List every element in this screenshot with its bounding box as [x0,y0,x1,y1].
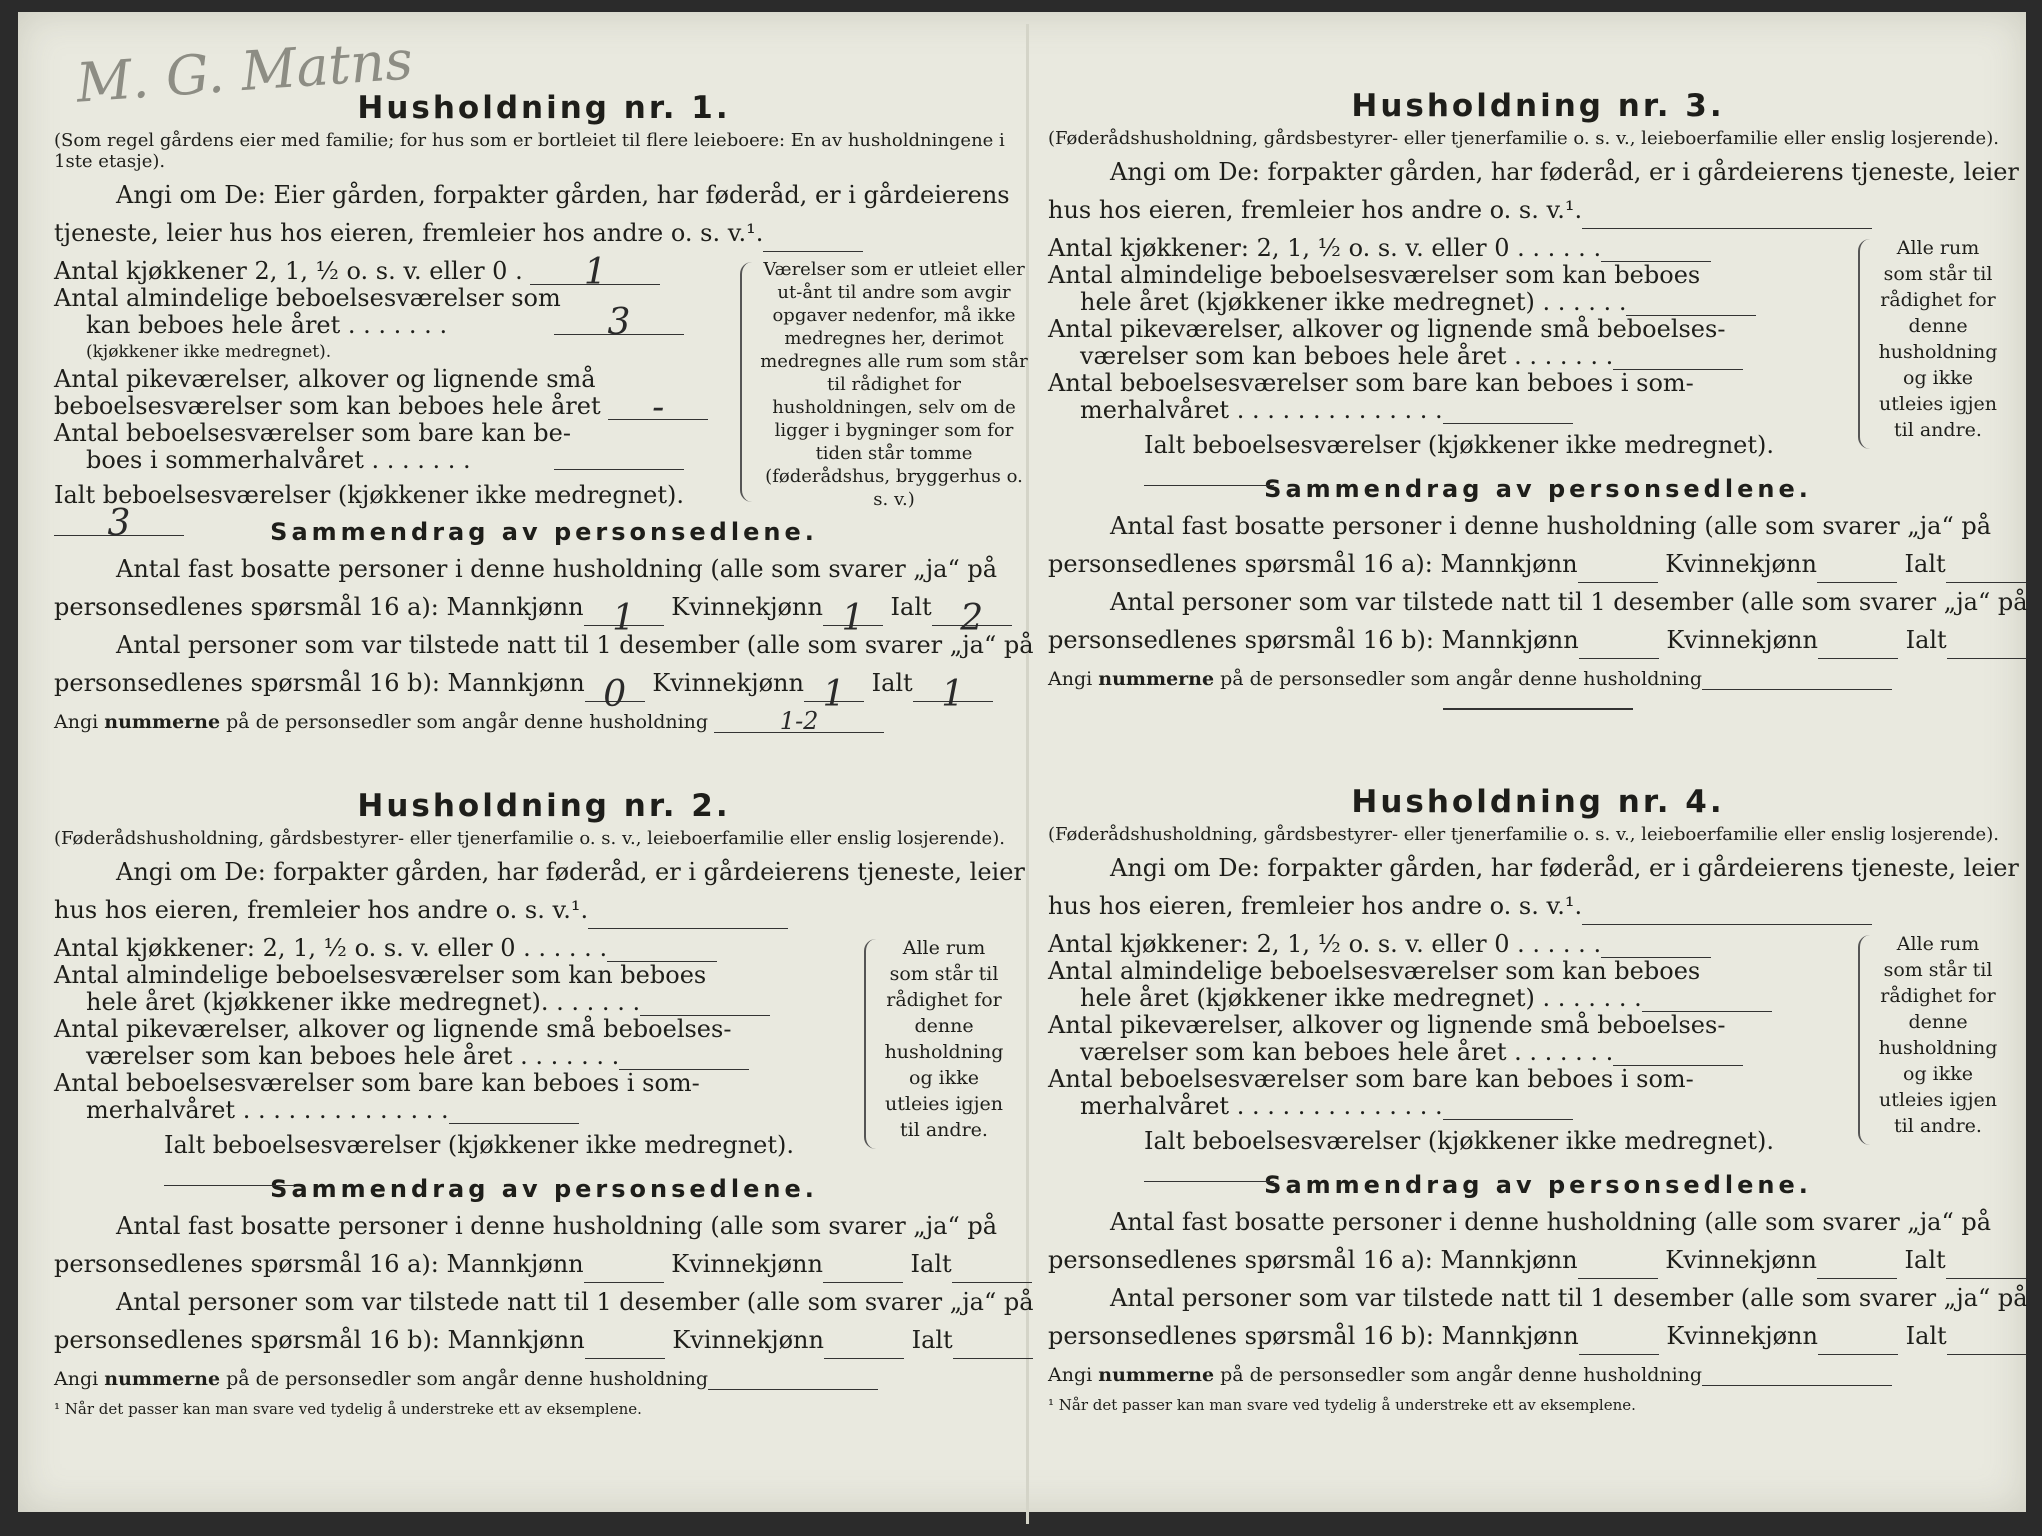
household-2 [54,788,1034,1418]
summer-rooms-label-2: boes i sommerhalvåret . . . . . . . [86,446,471,474]
rooms-year-field[interactable] [1642,989,1772,1012]
q16a-text: Antal fast bosatte personer i denne husholdning (alle som svarer „ja“ på [116,555,998,583]
summer-rooms-label-1: Antal beboelsesværelser som bare kan beboes i som- [1048,1065,1694,1093]
household-3-rooms [1048,235,2028,465]
small-rooms-field[interactable] [608,387,708,428]
small-rooms-label-2: værelser som kan beboes hele året . . . . . . . [86,1042,620,1070]
brace-icon [1858,935,1876,1145]
q16a-total-field[interactable] [1946,1256,2026,1279]
household-1-note: (Som regel gårdens eier med familie; for hus som er bortleiet til flere leieboere: En av husholdningene i 1ste etasje). [54,130,1005,172]
intro-answer-line[interactable] [1582,902,1872,925]
q16b [1048,583,2028,659]
total-rooms-field[interactable] [164,1163,294,1186]
brace-icon [740,262,758,502]
summer-rooms-row [54,420,744,474]
kitchens-label: Antal kjøkkener: 2, 1, ½ o. s. v. eller 0 . . . . . . [1048,234,1602,262]
rooms-year-label-2: hele året (kjøkkener ikke medregnet) . . . . . . [1080,288,1627,316]
household-3-intro-text: Angi om De: forpakter gården, har føderåd, er i gårdeierens tjeneste, leier hus hos eieren, fremleier hos andre o. s. v.¹. [1048,158,2019,224]
q16a-female-field[interactable] [1817,560,1897,583]
summary-title: Sammendrag av personsedlene. [270,1175,818,1203]
rooms-year-field[interactable] [1626,293,1756,316]
q16a-male-field[interactable] [1578,1256,1658,1279]
rooms-year-label-2: hele året (kjøkkener ikke medregnet) . . . . . . . [1080,984,1642,1012]
q16b-text: Antal personer som var tilstede natt til 1 desember (alle som svarer „ja“ på [116,1288,1034,1316]
footnote: ¹ Når det passer kan man svare ved tydelig å understreke ett av eksemplene. [54,1400,642,1418]
kitchens-row [1048,931,1868,958]
rooms-year-field[interactable] [554,302,684,343]
household-4-rooms [1048,931,2028,1161]
household-2-title: Husholdning nr. 2. [357,788,731,824]
summer-rooms-field[interactable] [449,1101,579,1124]
kitchens-field[interactable] [1601,935,1711,958]
intro-answer-line[interactable] [763,229,863,252]
section-divider [1443,708,1633,710]
household-1-intro [54,176,1034,252]
kitchens-field[interactable] [1601,239,1711,262]
summer-rooms-label-2: merhalvåret . . . . . . . . . . . . . . [1080,1092,1443,1120]
household-3-title: Husholdning nr. 3. [1351,88,1725,124]
numbers-row [54,707,1034,735]
q16a [54,550,1034,639]
total-rooms-field[interactable] [1144,1159,1274,1182]
numbers-post: på de personsedler som angår denne husholdning [226,711,709,733]
summer-rooms-field[interactable] [1443,401,1573,424]
summary-title: Sammendrag av personsedlene. [270,518,818,546]
summer-rooms-label-2: merhalvåret . . . . . . . . . . . . . . [1080,396,1443,424]
total-rooms-row [54,1132,874,1186]
numbers-pre: Angi [54,711,99,733]
household-4-intro [1048,849,2028,925]
q16a-total-label: Ialt [890,593,932,621]
q16b-male-field[interactable] [585,1336,665,1359]
q16a-male-label: personsedlenes spørsmål 16 a): Mannkjønn [1048,1246,1578,1274]
q16a-text: Antal fast bosatte personer i denne husholdning (alle som svarer „ja“ på [1110,512,1992,540]
rooms-year-label-1: Antal almindelige beboelsesværelser som kan beboes [54,961,707,989]
q16a-total-label: Ialt [1904,1246,1946,1274]
intro-answer-line[interactable] [1582,206,1872,229]
rooms-list [54,935,874,1186]
numbers-pre: Angi [54,1368,99,1390]
small-rooms-field[interactable] [1613,347,1743,370]
numbers-field[interactable] [1702,1363,1892,1386]
q16a-female-field[interactable] [1817,1256,1897,1279]
q16b-male-label: personsedlenes spørsmål 16 b): Mannkjønn [54,669,585,697]
numbers-row [1048,1363,2028,1386]
small-rooms-row [54,365,744,428]
small-rooms-label-1: Antal pikeværelser, alkover og lignende små beboelses- [54,1015,732,1043]
footnote: ¹ Når det passer kan man svare ved tydelig å understreke ett av eksemplene. [1048,1396,1636,1414]
small-rooms-label-2: beboelsesværelser som kan beboes hele året [54,392,601,420]
rooms-year-note: (kjøkkener ikke medregnet). [86,342,332,362]
q16b-female-label: Kvinnekjønn [652,669,804,697]
rooms-side-note: Alle rum som står til rådighet for denne husholdning og ikke utleies igjen til andre. [1878,933,1998,1137]
q16b-total-value: 1 [941,674,965,715]
q16b-female-label: Kvinnekjønn [672,1326,824,1354]
q16a-total-label: Ialt [910,1250,952,1278]
summer-rooms-row [1048,397,1868,424]
household-4 [1048,784,2028,1414]
q16a-female-label: Kvinnekjønn [671,1250,823,1278]
q16b-total-label: Ialt [1905,626,1947,654]
kitchens-value: 1 [583,252,607,293]
q16a-total-field[interactable] [952,1260,1032,1283]
numbers-post: på de personsedler som angår denne husholdning [1220,1364,1703,1386]
rooms-year-label-2: hele året (kjøkkener ikke medregnet). . . . . . . [86,988,641,1016]
q16b [54,1283,1034,1359]
household-4-intro-text: Angi om De: forpakter gården, har føderåd, er i gårdeierens tjeneste, leier hus hos eieren, fremleier hos andre o. s. v.¹. [1048,854,2019,920]
summer-rooms-label-1: Antal beboelsesværelser som bare kan beboes i som- [54,1069,700,1097]
summer-rooms-row [54,1097,874,1124]
q16b-total-field[interactable] [1947,636,2027,659]
rooms-year-value: 3 [607,302,631,343]
q16a [1048,1203,2028,1279]
q16a-female-label: Kvinnekjønn [671,593,823,621]
rooms-year-field[interactable] [640,993,770,1016]
total-rooms-label: Ialt beboelsesværelser (kjøkkener ikke medregnet). [54,481,685,509]
q16a-female-value: 1 [841,598,865,639]
small-rooms-label-1: Antal pikeværelser, alkover og lignende små beboelses- [1048,315,1726,343]
q16b-total-label: Ialt [871,669,913,697]
kitchens-field[interactable] [607,939,717,962]
q16a-female-field[interactable] [823,1260,903,1283]
summer-rooms-row [1048,1093,1868,1120]
household-2-intro [54,853,1034,929]
q16b-male-label: personsedlenes spørsmål 16 b): Mannkjønn [1048,1322,1579,1350]
q16b-text: Antal personer som var tilstede natt til 1 desember (alle som svarer „ja“ på [1110,588,2028,616]
q16b-total-label: Ialt [1905,1322,1947,1350]
q16b-text: Antal personer som var tilstede natt til 1 desember (alle som svarer „ja“ på [116,631,1034,659]
q16b-total-label: Ialt [911,1326,953,1354]
small-rooms-field[interactable] [1613,1043,1743,1066]
small-rooms-row [1048,343,1868,370]
kitchens-label: Antal kjøkkener: 2, 1, ½ o. s. v. eller 0 . . . . . . [54,934,608,962]
summer-rooms-label-1: Antal beboelsesværelser som bare kan beboes i som- [1048,369,1694,397]
household-2-intro-text: Angi om De: forpakter gården, har føderåd, er i gårdeierens tjeneste, leier hus hos eieren, fremleier hos andre o. s. v.¹. [54,858,1025,924]
q16b [1048,1279,2028,1355]
numbers-post: på de personsedler som angår denne husholdning [226,1368,709,1390]
q16a-male-value: 1 [612,598,636,639]
q16b-female-field[interactable] [1818,636,1898,659]
summer-rooms-label-2: merhalvåret . . . . . . . . . . . . . . [86,1096,449,1124]
rooms-year-label-1: Antal almindelige beboelsesværelser som [54,284,561,312]
intro-answer-line[interactable] [588,906,788,929]
q16a-female-label: Kvinnekjønn [1665,550,1817,578]
numbers-pre: Angi [1048,668,1093,690]
numbers-bold: nummerne [104,1368,221,1390]
summary-title: Sammendrag av personsedlene. [1264,1171,1812,1199]
total-rooms-field[interactable] [54,503,184,544]
rooms-list [1048,235,1868,486]
small-rooms-value: - [652,387,665,428]
small-rooms-label-2: værelser som kan beboes hele året . . . . . . . [1080,342,1614,370]
q16b-male-value: 0 [603,674,627,715]
kitchens-row [54,252,744,293]
handwritten-signature: M. G. Matns [74,28,415,115]
numbers-value: 1-2 [779,707,819,735]
rooms-side-note: Værelser som er utleiet eller ut-ånt til andre som avgir opgaver nedenfor, må ikke medregnes her, derimot medregnes alle rum som står til rådighet for husholdningen, selv om de ligger i bygninger som for tiden står tomme (føderådshus, bryggerhus o. s. v.) [760,259,1028,510]
q16b-male-field[interactable] [1579,636,1659,659]
q16a-male-field[interactable] [1578,560,1658,583]
summer-rooms-label-1: Antal beboelsesværelser som bare kan be- [54,419,571,447]
rooms-year-label-2: kan beboes hele året . . . . . . . [86,311,448,339]
q16b-text: Antal personer som var tilstede natt til 1 desember (alle som svarer „ja“ på [1110,1284,2028,1312]
household-3-note: (Føderådshusholdning, gårdsbestyrer- eller tjenerfamilie o. s. v., leieboerfamilie eller enslig losjerende). [1048,128,1999,149]
rooms-year-label-1: Antal almindelige beboelsesværelser som kan beboes [1048,957,1701,985]
numbers-field[interactable] [1702,667,1892,690]
q16b-male-label: personsedlenes spørsmål 16 b): Mannkjønn [1048,626,1579,654]
small-rooms-label-2: værelser som kan beboes hele året . . . . . . . [1080,1038,1614,1066]
numbers-bold: nummerne [1098,668,1215,690]
small-rooms-label-1: Antal pikeværelser, alkover og lignende små beboelses- [1048,1011,1726,1039]
rooms-list [1048,931,1868,1182]
small-rooms-field[interactable] [619,1047,749,1070]
rooms-side-note: Alle rum som står til rådighet for denne husholdning og ikke utleies igjen til andre. [1878,237,1998,441]
household-1-title: Husholdning nr. 1. [357,90,731,126]
kitchens-row [54,935,874,962]
q16b-male-field[interactable] [585,674,645,715]
numbers-field[interactable] [714,707,884,735]
q16b-female-field[interactable] [1818,1332,1898,1355]
q16b-male-label: personsedlenes spørsmål 16 b): Mannkjønn [54,1326,585,1354]
q16b-female-label: Kvinnekjønn [1666,626,1818,654]
q16b-total-field[interactable] [1947,1332,2027,1355]
q16a-total-field[interactable] [1946,560,2026,583]
q16a-male-label: personsedlenes spørsmål 16 a): Mannkjønn [1048,550,1578,578]
census-form-sheet [18,12,2026,1512]
q16b-female-label: Kvinnekjønn [1666,1322,1818,1350]
total-rooms-row [1048,1128,1868,1182]
household-1-intro-text: Angi om De: Eier gården, forpakter gården, har føderåd, er i gårdeierens tjeneste, leier hus hos eieren, fremleier hos andre o. s. v.¹. [54,181,1010,247]
household-2-note: (Føderådshusholdning, gårdsbestyrer- eller tjenerfamilie o. s. v., leieboerfamilie eller enslig losjerende). [54,828,1005,849]
brace-icon [1858,239,1876,449]
numbers-pre: Angi [1048,1364,1093,1386]
rooms-year-row [54,989,874,1016]
brace-icon [864,939,882,1149]
numbers-bold: nummerne [104,711,221,733]
household-1 [54,90,1034,733]
numbers-row [1048,667,2028,690]
q16b-female-field[interactable] [804,674,864,715]
kitchens-label: Antal kjøkkener: 2, 1, ½ o. s. v. eller 0 . . . . . . [1048,930,1602,958]
kitchens-label: Antal kjøkkener 2, 1, ½ o. s. v. eller 0 . [54,257,523,285]
q16a-female-label: Kvinnekjønn [1665,1246,1817,1274]
q16b-female-value: 1 [822,674,846,715]
total-rooms-row [1048,432,1868,486]
numbers-post: på de personsedler som angår denne husholdning [1220,668,1703,690]
q16a-total-value: 2 [960,598,984,639]
rooms-side-note: Alle rum som står til rådighet for denne husholdning og ikke utleies igjen til andre. [884,937,1004,1141]
q16a-male-field[interactable] [584,1260,664,1283]
total-rooms-row [54,481,744,544]
household-4-note: (Føderådshusholdning, gårdsbestyrer- eller tjenerfamilie o. s. v., leieboerfamilie eller enslig losjerende). [1048,824,1999,845]
small-rooms-row [54,1043,874,1070]
rooms-year-row [1048,289,1868,316]
household-2-rooms [54,935,1034,1165]
q16b-female-field[interactable] [824,1336,904,1359]
q16a [1048,507,2028,583]
q16a-total-field[interactable] [932,598,1012,639]
summer-rooms-field[interactable] [1443,1097,1573,1120]
summary-title: Sammendrag av personsedlene. [1264,475,1812,503]
q16a-male-label: personsedlenes spørsmål 16 a): Mannkjønn [54,593,584,621]
q16a-text: Antal fast bosatte personer i denne husholdning (alle som svarer „ja“ på [116,1212,998,1240]
q16b-male-field[interactable] [1579,1332,1659,1355]
rooms-list [54,252,744,544]
small-rooms-label-1: Antal pikeværelser, alkover og lignende små [54,365,596,393]
q16b [54,626,1034,715]
numbers-row [54,1367,1034,1390]
total-rooms-value: 3 [107,503,131,544]
q16b-total-field[interactable] [913,674,993,715]
small-rooms-row [1048,1039,1868,1066]
numbers-bold: nummerne [1098,1364,1215,1386]
household-4-title: Husholdning nr. 4. [1351,784,1725,820]
numbers-field[interactable] [708,1367,878,1390]
q16b-total-field[interactable] [953,1336,1033,1359]
total-rooms-label: Ialt beboelsesværelser (kjøkkener ikke medregnet). [1144,1127,1775,1155]
q16a-female-field[interactable] [823,598,883,639]
q16a-text: Antal fast bosatte personer i denne husholdning (alle som svarer „ja“ på [1110,1208,1992,1236]
total-rooms-label: Ialt beboelsesværelser (kjøkkener ikke medregnet). [164,1131,795,1159]
kitchens-row [1048,235,1868,262]
q16a-total-label: Ialt [1904,550,1946,578]
rooms-year-row [1048,985,1868,1012]
q16a-male-field[interactable] [584,598,664,639]
q16a-male-label: personsedlenes spørsmål 16 a): Mannkjønn [54,1250,584,1278]
rooms-year-label-1: Antal almindelige beboelsesværelser som kan beboes [1048,261,1701,289]
rooms-year-row [54,285,744,366]
q16a [54,1207,1034,1283]
kitchens-field[interactable] [530,252,660,293]
household-3 [1048,88,2028,728]
household-3-intro [1048,153,2028,229]
summer-rooms-field[interactable] [554,447,684,470]
total-rooms-field[interactable] [1144,463,1274,486]
total-rooms-label: Ialt beboelsesværelser (kjøkkener ikke medregnet). [1144,431,1775,459]
